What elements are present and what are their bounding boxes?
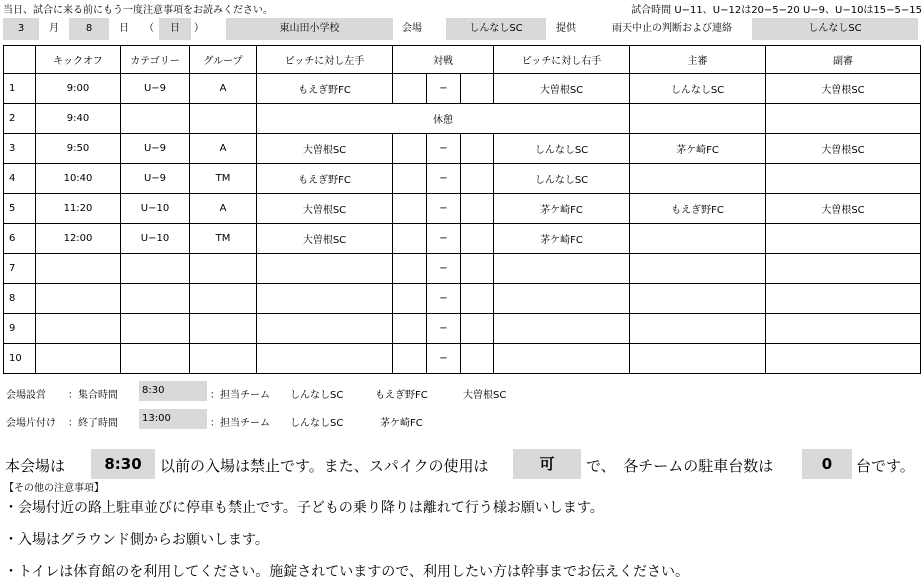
category-cell bbox=[121, 104, 190, 134]
paren-open: （ bbox=[144, 23, 154, 34]
vs-spacer bbox=[461, 164, 494, 194]
entry-mid1: 以前の入場は禁止です。また、スパイクの使用は bbox=[160, 457, 489, 475]
vs-spacer bbox=[393, 344, 427, 374]
vs-cell: − bbox=[427, 284, 461, 314]
vs-spacer bbox=[393, 164, 427, 194]
entry-mid2: で、 各チームの駐車台数は bbox=[586, 457, 774, 475]
vs-spacer bbox=[393, 194, 427, 224]
vs-cell: − bbox=[427, 254, 461, 284]
vs-cell: − bbox=[427, 164, 461, 194]
group-cell bbox=[190, 314, 257, 344]
vs-spacer bbox=[393, 134, 427, 164]
header-no bbox=[4, 46, 36, 74]
vs-spacer bbox=[461, 134, 494, 164]
assistant-cell: 大曽根SC bbox=[766, 194, 921, 224]
category-cell bbox=[121, 314, 190, 344]
referee-cell bbox=[630, 254, 766, 284]
category-cell: U−9 bbox=[121, 164, 190, 194]
left-team-cell bbox=[257, 284, 393, 314]
vs-cell: − bbox=[427, 344, 461, 374]
right-team-cell bbox=[494, 344, 630, 374]
cleanup-time: 13:00 bbox=[139, 409, 207, 429]
right-team-cell: 大曽根SC bbox=[494, 74, 630, 104]
left-team-cell: もえぎ野FC bbox=[257, 164, 393, 194]
kickoff-cell bbox=[36, 344, 121, 374]
assistant-cell bbox=[766, 344, 921, 374]
assistant-cell: 大曽根SC bbox=[766, 134, 921, 164]
notes-heading: 【その他の注意事項】 bbox=[4, 483, 104, 494]
header-category: カテゴリー bbox=[121, 46, 190, 74]
vs-spacer bbox=[393, 224, 427, 254]
vs-spacer bbox=[461, 284, 494, 314]
header-right-team: ピッチに対し右手 bbox=[494, 46, 630, 74]
entry-prefix: 本会場は bbox=[5, 457, 66, 475]
month-value: 3 bbox=[3, 18, 39, 40]
header-assistant: 副審 bbox=[766, 46, 921, 74]
cleanup-team: しんなしSC bbox=[290, 418, 344, 429]
referee-cell: もえぎ野FC bbox=[630, 194, 766, 224]
assistant-cell bbox=[766, 104, 921, 134]
kickoff-cell: 10:40 bbox=[36, 164, 121, 194]
right-team-cell: 茅ケ崎FC bbox=[494, 194, 630, 224]
row-number: 2 bbox=[4, 104, 36, 134]
referee-cell bbox=[630, 164, 766, 194]
left-team-cell: もえぎ野FC bbox=[257, 74, 393, 104]
group-cell: A bbox=[190, 194, 257, 224]
header-referee: 主審 bbox=[630, 46, 766, 74]
row-number: 7 bbox=[4, 254, 36, 284]
header-kickoff: キックオフ bbox=[36, 46, 121, 74]
group-cell: A bbox=[190, 134, 257, 164]
left-team-cell bbox=[257, 314, 393, 344]
setup-label: 会場設営 bbox=[6, 390, 46, 401]
day-label: 日 bbox=[119, 23, 129, 34]
group-cell: TM bbox=[190, 224, 257, 254]
kickoff-cell: 9:40 bbox=[36, 104, 121, 134]
vs-spacer bbox=[461, 314, 494, 344]
setup-time-label: ：集合時間 bbox=[68, 390, 118, 401]
left-team-cell bbox=[257, 344, 393, 374]
weekday-value: 日 bbox=[159, 18, 191, 40]
month-label: 月 bbox=[49, 23, 59, 34]
note-item: ・会場付近の路上駐車並びに停車も禁止です。子どもの乗り降りは離れて行う様お願いします。 bbox=[4, 500, 604, 516]
category-cell: U−9 bbox=[121, 134, 190, 164]
table-row bbox=[4, 134, 921, 164]
vs-cell: − bbox=[427, 134, 461, 164]
group-cell bbox=[190, 254, 257, 284]
venue-label: 会場 bbox=[402, 23, 422, 34]
left-team-cell: 大曽根SC bbox=[257, 134, 393, 164]
setup-time: 8:30 bbox=[139, 381, 207, 401]
referee-cell bbox=[630, 344, 766, 374]
row-number: 6 bbox=[4, 224, 36, 254]
assistant-cell: 大曽根SC bbox=[766, 74, 921, 104]
spike-allowed: 可 bbox=[513, 449, 581, 479]
paren-close: ） bbox=[194, 23, 204, 34]
kickoff-cell bbox=[36, 284, 121, 314]
assistant-cell bbox=[766, 254, 921, 284]
right-team-cell bbox=[494, 284, 630, 314]
table-row bbox=[4, 164, 921, 194]
header-vs: 対戦 bbox=[393, 46, 494, 74]
table-row bbox=[4, 104, 921, 134]
rain-contact: しんなしSC bbox=[752, 18, 918, 40]
vs-spacer bbox=[393, 254, 427, 284]
row-number: 4 bbox=[4, 164, 36, 194]
category-cell: U−10 bbox=[121, 194, 190, 224]
venue-name: 東山田小学校 bbox=[226, 18, 393, 40]
table-row bbox=[4, 344, 921, 374]
table-header-row bbox=[4, 46, 921, 74]
table-row bbox=[4, 194, 921, 224]
row-number: 1 bbox=[4, 74, 36, 104]
vs-spacer bbox=[461, 254, 494, 284]
table-row bbox=[4, 254, 921, 284]
row-number: 10 bbox=[4, 344, 36, 374]
group-cell: A bbox=[190, 74, 257, 104]
group-cell: TM bbox=[190, 164, 257, 194]
entry-suffix: 台です。 bbox=[856, 457, 915, 475]
day-value: 8 bbox=[69, 18, 109, 40]
schedule-table bbox=[3, 45, 921, 374]
right-team-cell bbox=[494, 314, 630, 344]
kickoff-cell: 12:00 bbox=[36, 224, 121, 254]
vs-cell: − bbox=[427, 314, 461, 344]
assistant-cell bbox=[766, 284, 921, 314]
table-row bbox=[4, 74, 921, 104]
group-cell bbox=[190, 344, 257, 374]
row-number: 9 bbox=[4, 314, 36, 344]
cleanup-time-label: ：終了時間 bbox=[68, 418, 118, 429]
top-notice: 当日、試合に来る前にもう一度注意事項をお読みください。 bbox=[3, 5, 273, 16]
group-cell bbox=[190, 284, 257, 314]
assistant-cell bbox=[766, 314, 921, 344]
left-team-cell bbox=[257, 254, 393, 284]
vs-spacer bbox=[461, 344, 494, 374]
right-team-cell bbox=[494, 254, 630, 284]
referee-cell bbox=[630, 104, 766, 134]
cleanup-label: 会場片付け bbox=[6, 418, 56, 429]
right-team-cell: しんなしSC bbox=[494, 134, 630, 164]
row-number: 5 bbox=[4, 194, 36, 224]
vs-cell: − bbox=[427, 224, 461, 254]
referee-cell bbox=[630, 224, 766, 254]
parking-count: 0 bbox=[802, 449, 852, 479]
setup-team: もえぎ野FC bbox=[375, 390, 428, 401]
referee-cell: しんなしSC bbox=[630, 74, 766, 104]
setup-team: 大曽根SC bbox=[463, 390, 507, 401]
referee-cell bbox=[630, 284, 766, 314]
group-cell bbox=[190, 104, 257, 134]
category-cell: U−10 bbox=[121, 224, 190, 254]
rain-label: 雨天中止の判断および連絡 bbox=[612, 23, 732, 34]
table-row bbox=[4, 314, 921, 344]
right-team-cell: しんなしSC bbox=[494, 164, 630, 194]
category-cell bbox=[121, 344, 190, 374]
vs-spacer bbox=[393, 74, 427, 104]
entry-time: 8:30 bbox=[91, 449, 155, 479]
table-row bbox=[4, 224, 921, 254]
header-left-team: ピッチに対し左手 bbox=[257, 46, 393, 74]
kickoff-cell: 11:20 bbox=[36, 194, 121, 224]
vs-spacer bbox=[393, 314, 427, 344]
vs-spacer bbox=[393, 284, 427, 314]
vs-spacer bbox=[461, 74, 494, 104]
kickoff-cell: 9:00 bbox=[36, 74, 121, 104]
table-row bbox=[4, 284, 921, 314]
setup-team-label: ：担当チーム bbox=[210, 390, 270, 401]
assistant-cell bbox=[766, 164, 921, 194]
kickoff-cell bbox=[36, 254, 121, 284]
category-cell bbox=[121, 284, 190, 314]
match-time-note: 試合時間 U−11、U−12は20−5−20 U−9、U−10は15−5−15 bbox=[631, 5, 922, 16]
cleanup-team: 茅ケ崎FC bbox=[380, 418, 423, 429]
category-cell: U−9 bbox=[121, 74, 190, 104]
vs-spacer bbox=[461, 224, 494, 254]
host-team: しんなしSC bbox=[446, 18, 546, 40]
category-cell bbox=[121, 254, 190, 284]
provide-label: 提供 bbox=[556, 23, 576, 34]
kickoff-cell: 9:50 bbox=[36, 134, 121, 164]
note-item: ・入場はグラウンド側からお願いします。 bbox=[4, 532, 269, 548]
assistant-cell bbox=[766, 224, 921, 254]
break-cell: 休憩 bbox=[257, 104, 630, 134]
vs-cell: − bbox=[427, 194, 461, 224]
left-team-cell: 大曽根SC bbox=[257, 194, 393, 224]
cleanup-team-label: ：担当チーム bbox=[210, 418, 270, 429]
note-item: ・トイレは体育館のを利用してください。施錠されていますので、利用したい方は幹事までお伝えください。 bbox=[4, 564, 690, 580]
referee-cell bbox=[630, 314, 766, 344]
right-team-cell: 茅ケ崎FC bbox=[494, 224, 630, 254]
setup-team: しんなしSC bbox=[290, 390, 344, 401]
vs-cell: − bbox=[427, 74, 461, 104]
header-group: グループ bbox=[190, 46, 257, 74]
referee-cell: 茅ケ崎FC bbox=[630, 134, 766, 164]
vs-spacer bbox=[461, 194, 494, 224]
left-team-cell: 大曽根SC bbox=[257, 224, 393, 254]
row-number: 8 bbox=[4, 284, 36, 314]
row-number: 3 bbox=[4, 134, 36, 164]
kickoff-cell bbox=[36, 314, 121, 344]
